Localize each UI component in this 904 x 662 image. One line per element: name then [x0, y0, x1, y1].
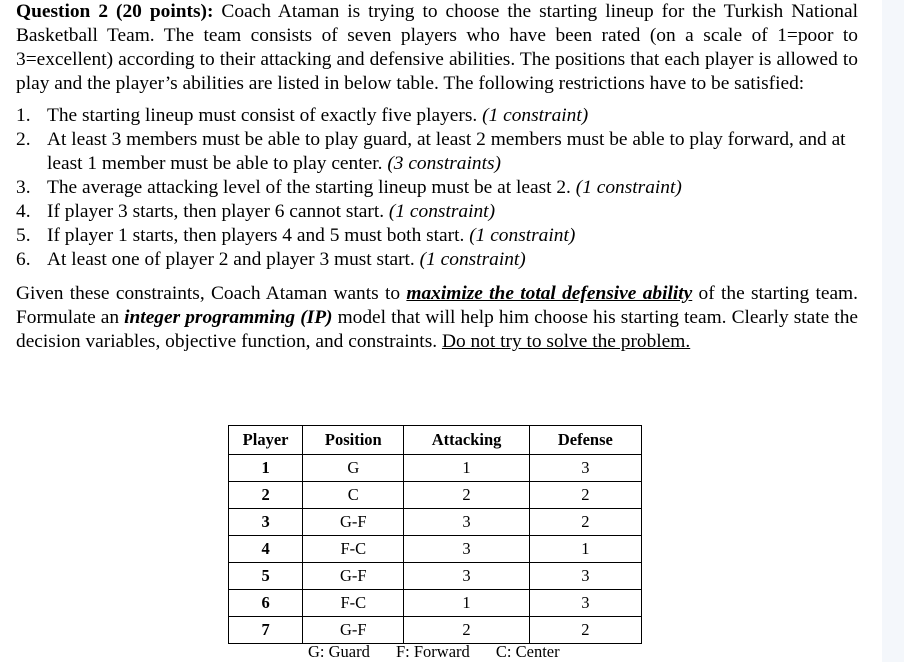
header-attacking: Attacking [404, 426, 529, 455]
restriction-note: (1 constraint) [419, 249, 526, 270]
restriction-number: 1. [16, 105, 31, 126]
table-header-row [229, 426, 642, 455]
restriction-note: (1 constraint) [388, 201, 496, 222]
cell-attacking: 1 [404, 455, 529, 482]
restriction-text: At least 3 members must be able to play guard, at least 2 members must be able to play forward, and at least 1 member must be able to play center. [47, 129, 846, 174]
legend-center: C: Center [495, 642, 560, 661]
legend-guard: G: Guard [308, 642, 370, 661]
cell-position: C [303, 482, 404, 509]
cell-player: 7 [229, 617, 303, 644]
restriction-text: If player 3 starts, then player 6 cannot start. [47, 201, 389, 222]
cell-attacking: 1 [404, 590, 529, 617]
cell-player: 1 [229, 455, 303, 482]
restriction-number: 6. [16, 249, 31, 270]
restriction-item [16, 248, 858, 272]
side-strip [882, 0, 904, 662]
position-legend [308, 642, 582, 662]
do-not-solve-note: Do not try to solve the problem. [441, 331, 691, 352]
cell-attacking: 3 [404, 536, 529, 563]
cell-attacking: 2 [404, 617, 529, 644]
restriction-item [16, 224, 858, 248]
restriction-note: (1 constraint) [575, 177, 682, 198]
table-row [229, 563, 642, 590]
player-ratings-table [228, 425, 642, 644]
restriction-item [16, 128, 858, 176]
cell-attacking: 3 [404, 563, 529, 590]
header-defense: Defense [529, 426, 641, 455]
header-player: Player [229, 426, 303, 455]
cell-defense: 3 [529, 563, 641, 590]
table-row [229, 455, 642, 482]
cell-position: G-F [303, 563, 404, 590]
cell-defense: 1 [529, 536, 641, 563]
restriction-number: 2. [16, 129, 31, 150]
question-intro [16, 0, 858, 96]
task-paragraph [16, 282, 858, 354]
restriction-text: At least one of player 2 and player 3 must start. [47, 249, 420, 270]
restriction-text: If player 1 starts, then players 4 and 5 must both start. [47, 225, 470, 246]
cell-defense: 2 [529, 509, 641, 536]
cell-player: 5 [229, 563, 303, 590]
cell-player: 2 [229, 482, 303, 509]
restrictions-list [16, 104, 858, 272]
restriction-item [16, 176, 858, 200]
ip-emphasis: integer programming (IP) [124, 307, 333, 328]
restriction-note: (1 constraint) [482, 105, 589, 126]
cell-defense: 3 [529, 455, 641, 482]
task-text-1: Given these constraints, Coach Ataman wants to [16, 283, 407, 304]
restriction-number: 3. [16, 177, 31, 198]
table-row [229, 617, 642, 644]
cell-player: 6 [229, 590, 303, 617]
restriction-text: The average attacking level of the starting lineup must be at least 2. [47, 177, 576, 198]
restriction-number: 5. [16, 225, 31, 246]
question-heading: Question 2 (20 points): [16, 1, 214, 22]
cell-player: 3 [229, 509, 303, 536]
cell-position: F-C [303, 590, 404, 617]
header-position: Position [303, 426, 404, 455]
cell-position: G-F [303, 617, 404, 644]
objective-emphasis: maximize the total defensive ability [406, 283, 693, 304]
cell-attacking: 3 [404, 509, 529, 536]
player-table-wrapper [228, 425, 642, 644]
table-row [229, 536, 642, 563]
cell-player: 4 [229, 536, 303, 563]
cell-position: G-F [303, 509, 404, 536]
cell-defense: 3 [529, 590, 641, 617]
restriction-number: 4. [16, 201, 31, 222]
cell-position: G [303, 455, 404, 482]
task-text-3: model that will help him choose his starting team. Clearly state the decision variables, objective function, and constraints. [16, 307, 858, 352]
cell-attacking: 2 [404, 482, 529, 509]
question-text [16, 0, 858, 354]
restriction-item [16, 200, 858, 224]
intro-text: Coach Ataman is trying to choose the starting lineup for the Turkish National Basketball Team. The team consists of seven players who have been rated (on a scale of 1=poor to 3=excellent) according to their attacking and defensive abilities. The positions that each player is allowed to play and the player’s abilities are listed in below table. The following restrictions have to be satisfied: [16, 1, 859, 94]
restriction-note: (1 constraint) [469, 225, 576, 246]
table-row [229, 509, 642, 536]
legend-forward: F: Forward [395, 642, 470, 661]
table-row [229, 590, 642, 617]
cell-position: F-C [303, 536, 404, 563]
restriction-item [16, 104, 858, 128]
cell-defense: 2 [529, 482, 641, 509]
restriction-text: The starting lineup must consist of exactly five players. [47, 105, 483, 126]
restriction-note: (3 constraints) [387, 153, 501, 174]
cell-defense: 2 [529, 617, 641, 644]
table-row [229, 482, 642, 509]
task-text-2: of the starting team. Formulate an [16, 283, 858, 328]
